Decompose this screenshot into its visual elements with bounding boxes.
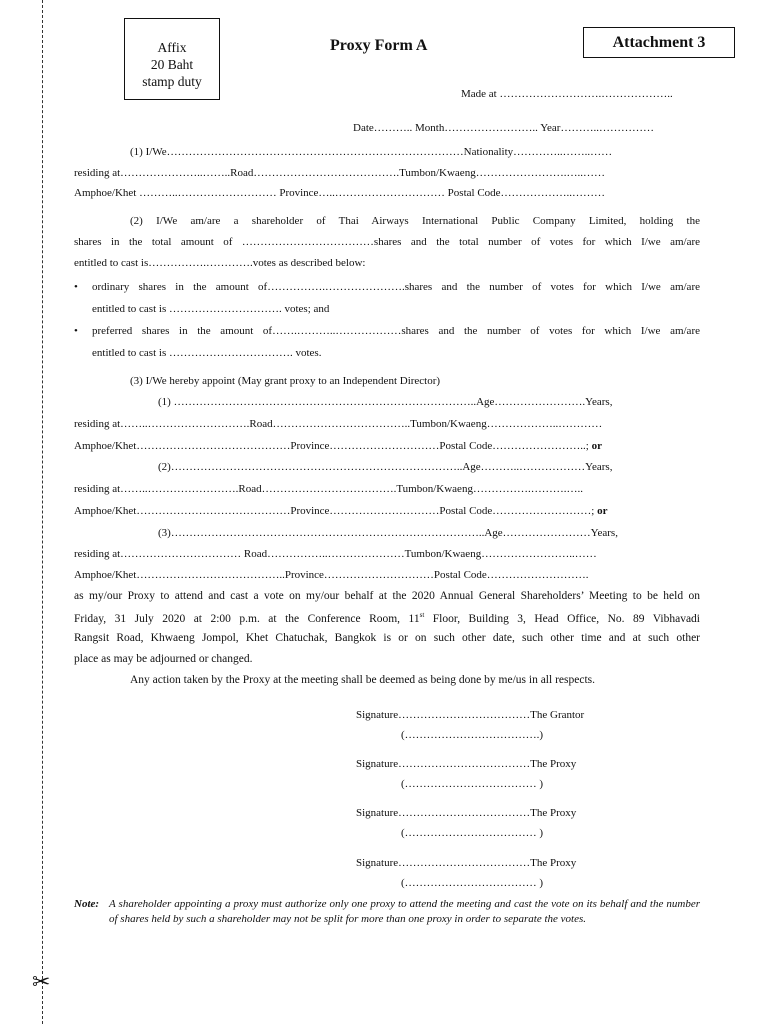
signature-proxy3-line: Signature………………………………The Proxy bbox=[356, 857, 577, 869]
meeting-line-1: as my/our Proxy to attend and cast a vote on my/our behalf at the 2020 Annual General Shareholders’ Meeting to be held on bbox=[74, 590, 700, 602]
note-block bbox=[74, 897, 700, 926]
proxy2-residing-line: residing at……..…………………….Road……………………………….Tumbon/Kwaeng…………….……….….. bbox=[74, 483, 583, 495]
meeting-line-4: place as may be adjourned or changed. bbox=[74, 653, 253, 665]
proxy2-or: or bbox=[597, 505, 608, 517]
proxy1-amphoe-line bbox=[74, 440, 602, 452]
ordinal-suffix: st bbox=[419, 611, 425, 619]
stamp-line-2: 20 Baht bbox=[150, 57, 194, 72]
proxy1-name-line: (1) ………………………………………………………………………..Age…………………….Years, bbox=[158, 396, 613, 408]
proxy1-residing-line: residing at……..……………………….Road………………………………..Tumbon/Kwaeng………………..………… bbox=[74, 418, 603, 430]
stamp-line-3: stamp duty bbox=[142, 74, 202, 89]
signature-proxy2-line: Signature………………………………The Proxy bbox=[356, 807, 577, 819]
note-text: A shareholder appointing a proxy must authorize only one proxy to attend the meeting and cast the vote on its behalf and the number of shares held by such a shareholder may not be split for more than one proxy in order to separate the votes. bbox=[109, 898, 700, 925]
proxy2-amphoe-line bbox=[74, 505, 607, 517]
made-at-line: Made at ……………………….……………….. bbox=[461, 88, 673, 100]
signature-grantor-line: Signature………………………………The Grantor bbox=[356, 709, 585, 721]
proxy2-amphoe-text: Amphoe/Khet……………………………………Province…………………………Postal Code………………………; bbox=[74, 505, 598, 517]
proxy3-name-line: (3)…………………………………………………………………………..Age……………………Years, bbox=[158, 527, 618, 539]
s3-heading: (3) I/We hereby appoint (May grant proxy to an Independent Director) bbox=[130, 375, 441, 387]
meeting-line-2 bbox=[74, 611, 700, 625]
signature-proxy1-line: Signature………………………………The Proxy bbox=[356, 758, 577, 770]
date-line: Date……….. Month…………………….. Year………..…………… bbox=[353, 122, 654, 134]
meeting-line-3: Rangsit Road, Khwaeng Jompol, Khet Chatuchak, Bangkok is or on such other date, such other time and at such other bbox=[74, 632, 700, 644]
preferred-shares-line: preferred shares in the amount of…….………..………………shares and the number of votes for which I/we am/are bbox=[92, 325, 700, 337]
proxy3-residing-line: residing at…………………………… Road……………..…………………Tumbon/Kwaeng……………………..…… bbox=[74, 548, 597, 560]
scissors-icon: ✂ bbox=[32, 970, 51, 995]
proxy1-amphoe-text: Amphoe/Khet……………………………………Province…………………………Postal Code……………………..; bbox=[74, 440, 592, 452]
bullet-preferred: • bbox=[74, 325, 78, 337]
s1-residing-line: residing at…………………..……..Road………………………………….Tumbon/Kwaeng…………………….…..…… bbox=[74, 167, 605, 179]
s2-line-2: shares in the total amount of ………………………………shares and the total number of votes for which I/we am/are bbox=[74, 236, 700, 248]
ordinary-shares-line: ordinary shares in the amount of…………….………………….shares and the number of votes for which I/we am/are bbox=[92, 281, 700, 293]
attachment-label: Attachment 3 bbox=[583, 27, 735, 58]
s2-line-1: (2) I/We am/are a shareholder of Thai Airways International Public Company Limited, holding the bbox=[130, 215, 700, 227]
s2-line-3: entitled to cast is…………….………….votes as described below: bbox=[74, 257, 366, 269]
note-label: Note: bbox=[74, 898, 100, 910]
s1-amphoe-line: Amphoe/Khet ………..……………………… Province…..………………………… Postal Code………………..……… bbox=[74, 187, 606, 199]
signature-proxy1-name: (……………………………… ) bbox=[401, 778, 544, 790]
signature-proxy3-name: (……………………………… ) bbox=[401, 877, 544, 889]
form-title: Proxy Form A bbox=[330, 37, 428, 54]
meeting-line-2a: Friday, 31 July 2020 at 2:00 p.m. at the Conference Room, 11 bbox=[74, 612, 420, 625]
stamp-duty-box bbox=[124, 18, 220, 100]
cut-line bbox=[42, 0, 43, 1024]
signature-grantor-name: (……………………………….) bbox=[401, 729, 544, 741]
ordinary-votes-line: entitled to cast is …………………………. votes; and bbox=[92, 303, 330, 315]
proxy1-or: or bbox=[591, 440, 602, 452]
proxy2-name-line: (2)……………………………………………………………………..Age………..………………Years, bbox=[158, 461, 613, 473]
meeting-line-5: Any action taken by the Proxy at the meeting shall be deemed as being done by me/us in all respects. bbox=[130, 674, 595, 686]
preferred-votes-line: entitled to cast is ……………………………. votes. bbox=[92, 347, 322, 359]
stamp-line-1: Affix bbox=[157, 40, 187, 55]
s1-name-line: (1) I/We………………………………………………………………………Nationality…………..……..…… bbox=[130, 146, 613, 158]
signature-proxy2-name: (……………………………… ) bbox=[401, 827, 544, 839]
bullet-ordinary: • bbox=[74, 281, 78, 293]
proxy3-amphoe-line: Amphoe/Khet…………………………………..Province…………………………Postal Code………………………. bbox=[74, 569, 589, 581]
meeting-line-2b: Floor, Building 3, Head Office, No. 89 Vibhavadi bbox=[424, 612, 701, 625]
